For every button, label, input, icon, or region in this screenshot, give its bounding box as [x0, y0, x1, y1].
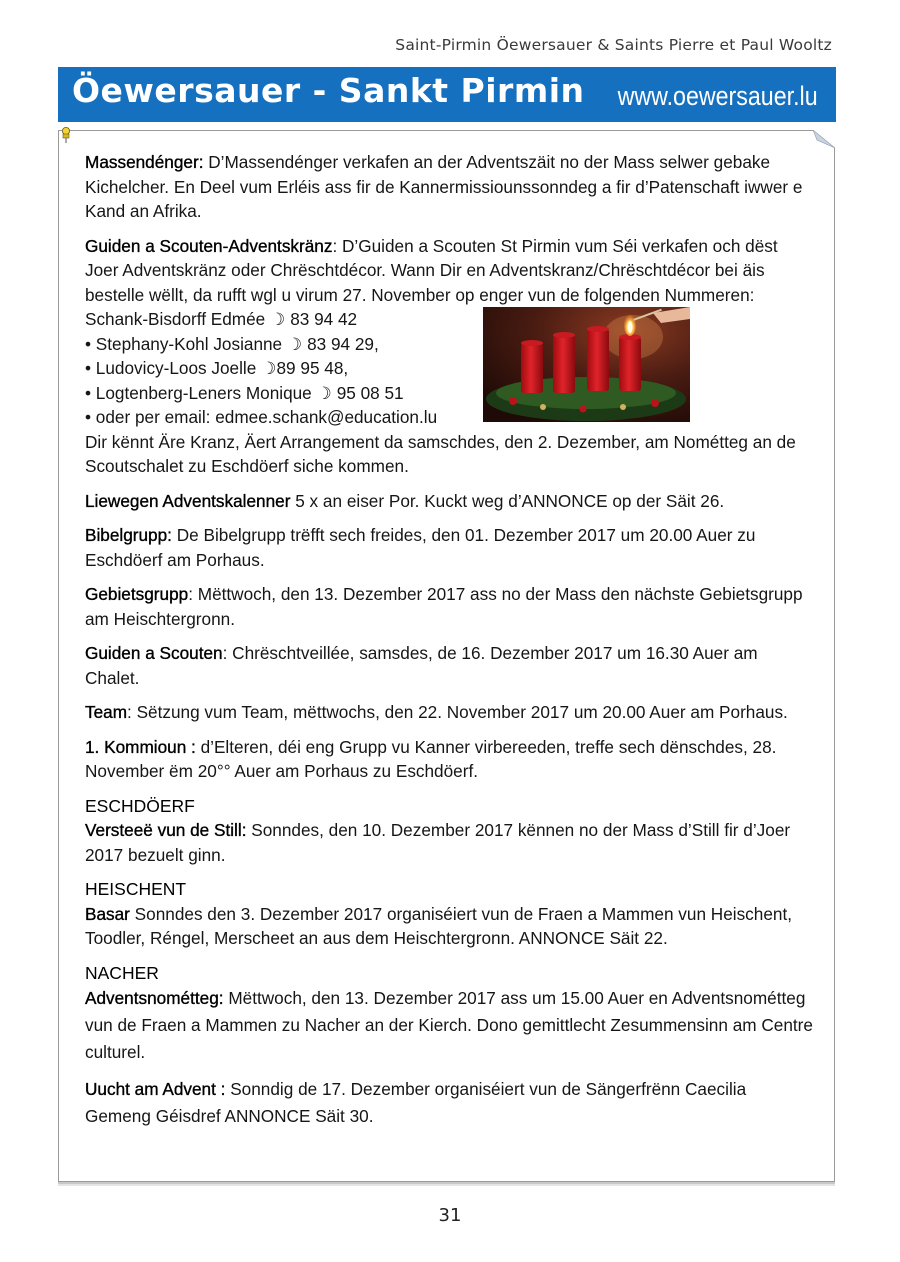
- article-body: [85, 150, 813, 1140]
- item-adventsnometteg: [85, 985, 813, 1066]
- item-adventskraenz: [85, 234, 813, 308]
- item-text: : Mëttwoch, den 13. Dezember 2017 ass no der Mass den nächste Gebietsgrupp am Heischtergronn.: [85, 584, 803, 629]
- item-label: 1. Kommioun :: [85, 736, 196, 757]
- item-label: Basar: [85, 903, 130, 924]
- item-text: d’Elteren, déi eng Grupp vu Kanner virbereeden, treffe sech dënschdes, 28. November ëm 20°° Auer am Porhaus zu Eschdöerf.: [85, 736, 777, 781]
- item-text: : Sëtzung vum Team, mëttwochs, den 22. November 2017 um 20.00 Auer am Porhaus.: [127, 702, 788, 722]
- contact-email-line[interactable]: • oder per email: edmee.schank@education.lu: [85, 407, 438, 427]
- running-header: Saint-Pirmin Öewersauer & Saints Pierre et Paul Wooltz: [395, 36, 832, 54]
- item-basar: [85, 902, 813, 951]
- item-adventskalenner: [85, 489, 813, 514]
- item-text: : Chrëschtveillée, samsdes, de 16. Dezember 2017 um 16.30 Auer am Chalet.: [85, 643, 758, 688]
- item-label: Team: [85, 702, 128, 722]
- item-text: 5 x an eiser Por. Kuckt weg d’ANNONCE op der Säit 26.: [290, 490, 725, 511]
- item-uucht: [85, 1076, 813, 1130]
- section-heading-nacher: NACHER: [85, 962, 159, 983]
- banner-url[interactable]: www.oewersauer.lu: [617, 81, 818, 111]
- advent-wreath-photo: [483, 307, 690, 422]
- section-heading-heischent: HEISCHENT: [85, 879, 187, 899]
- item-text: Mëttwoch, den 13. Dezember 2017 ass um 15.00 Auer en Adventsnométteg vun de Fraen a Mammen zu Nacher an der Kierch. Dono gemittlecht Zesummensinn am Centre culturel.: [85, 988, 813, 1062]
- item-text: D’Massendénger verkafen an der Adventszäit no der Mass selwer gebake Kichelcher. En Deel vum Erléis ass fir de Kannermissiounssonndeg a fir d’Patenschaft iwwer e Kand an Afrika.: [85, 152, 803, 221]
- item-text: De Bibelgrupp trëfft sech freides, den 01. Dezember 2017 um 20.00 Auer zu Eschdöerf am Porhaus.: [85, 525, 756, 570]
- item-label: Guiden a Scouten-Adventskränz: [85, 235, 333, 256]
- item-text: Sonndig de 17. Dezember organiséiert vun de Sängerfrënn Caecilia Gemeng Géisdref ANNONCE Säit 30.: [85, 1079, 747, 1126]
- page-number: 31: [438, 1205, 462, 1226]
- item-label: Massendénger:: [85, 152, 204, 172]
- section-heading-eschdoerf: ESCHDÖERF: [85, 795, 195, 816]
- contact-list: [85, 307, 813, 430]
- item-guiden-scouten: [85, 641, 813, 690]
- item-label: Gebietsgrupp: [85, 584, 189, 604]
- contact-line: • Stephany-Kohl Josianne ☽ 83 94 29,: [85, 333, 379, 354]
- item-label: Bibelgrupp:: [85, 525, 172, 545]
- item-massendenger: [85, 150, 813, 224]
- item-text: Sonndes den 3. Dezember 2017 organiséiert vun de Fraen a Mammen vun Heischent, Toodler, Réngel, Merscheet an aus dem Heischtergronn. ANNONCE Säit 22.: [85, 903, 793, 948]
- item-abhollen: Dir kënnt Äre Kranz, Äert Arrangement da samschdes, den 2. Dezember, am Nométteg an de Scoutschalet zu Eschdöerf siche kommen.: [85, 431, 796, 476]
- item-label: Versteeë vun de Still:: [85, 820, 247, 840]
- item-label: Guiden a Scouten: [85, 643, 223, 663]
- item-gebietsgrupp: [85, 582, 813, 631]
- item-bibelgrupp: [85, 523, 813, 572]
- item-text: : D’Guiden a Scouten St Pirmin vum Séi verkafen och dëst Joer Adventskränz oder Chrëschtdécor. Wann Dir en Adventskranz/Chrëschtdécor bei äis bestelle wëllt, da rufft wgl u virum 27. November op enger vun de folgenden Nummeren:: [85, 235, 778, 305]
- item-kommioun: [85, 735, 813, 784]
- item-label: Liewegen Adventskalenner: [85, 490, 291, 511]
- item-label: Adventsnométteg:: [85, 988, 224, 1008]
- item-team: [85, 700, 813, 725]
- page-curl-icon: [813, 130, 835, 148]
- page-banner: [58, 67, 836, 122]
- item-label: Uucht am Advent :: [85, 1079, 226, 1099]
- item-still: [85, 818, 813, 867]
- pushpin-icon: [60, 127, 72, 143]
- contact-line: • Logtenberg-Leners Monique ☽ 95 08 51: [85, 382, 404, 403]
- item-text: Sonndes, den 10. Dezember 2017 kënnen no der Mass d’Still fir d’Joer 2017 bezuelt ginn.: [85, 820, 791, 865]
- contact-line: Schank-Bisdorff Edmée ☽ 83 94 42: [85, 309, 358, 329]
- contact-line: • Ludovicy-Loos Joelle ☽89 95 48,: [85, 358, 349, 378]
- banner-title: Öewersauer - Sankt Pirmin: [72, 71, 585, 110]
